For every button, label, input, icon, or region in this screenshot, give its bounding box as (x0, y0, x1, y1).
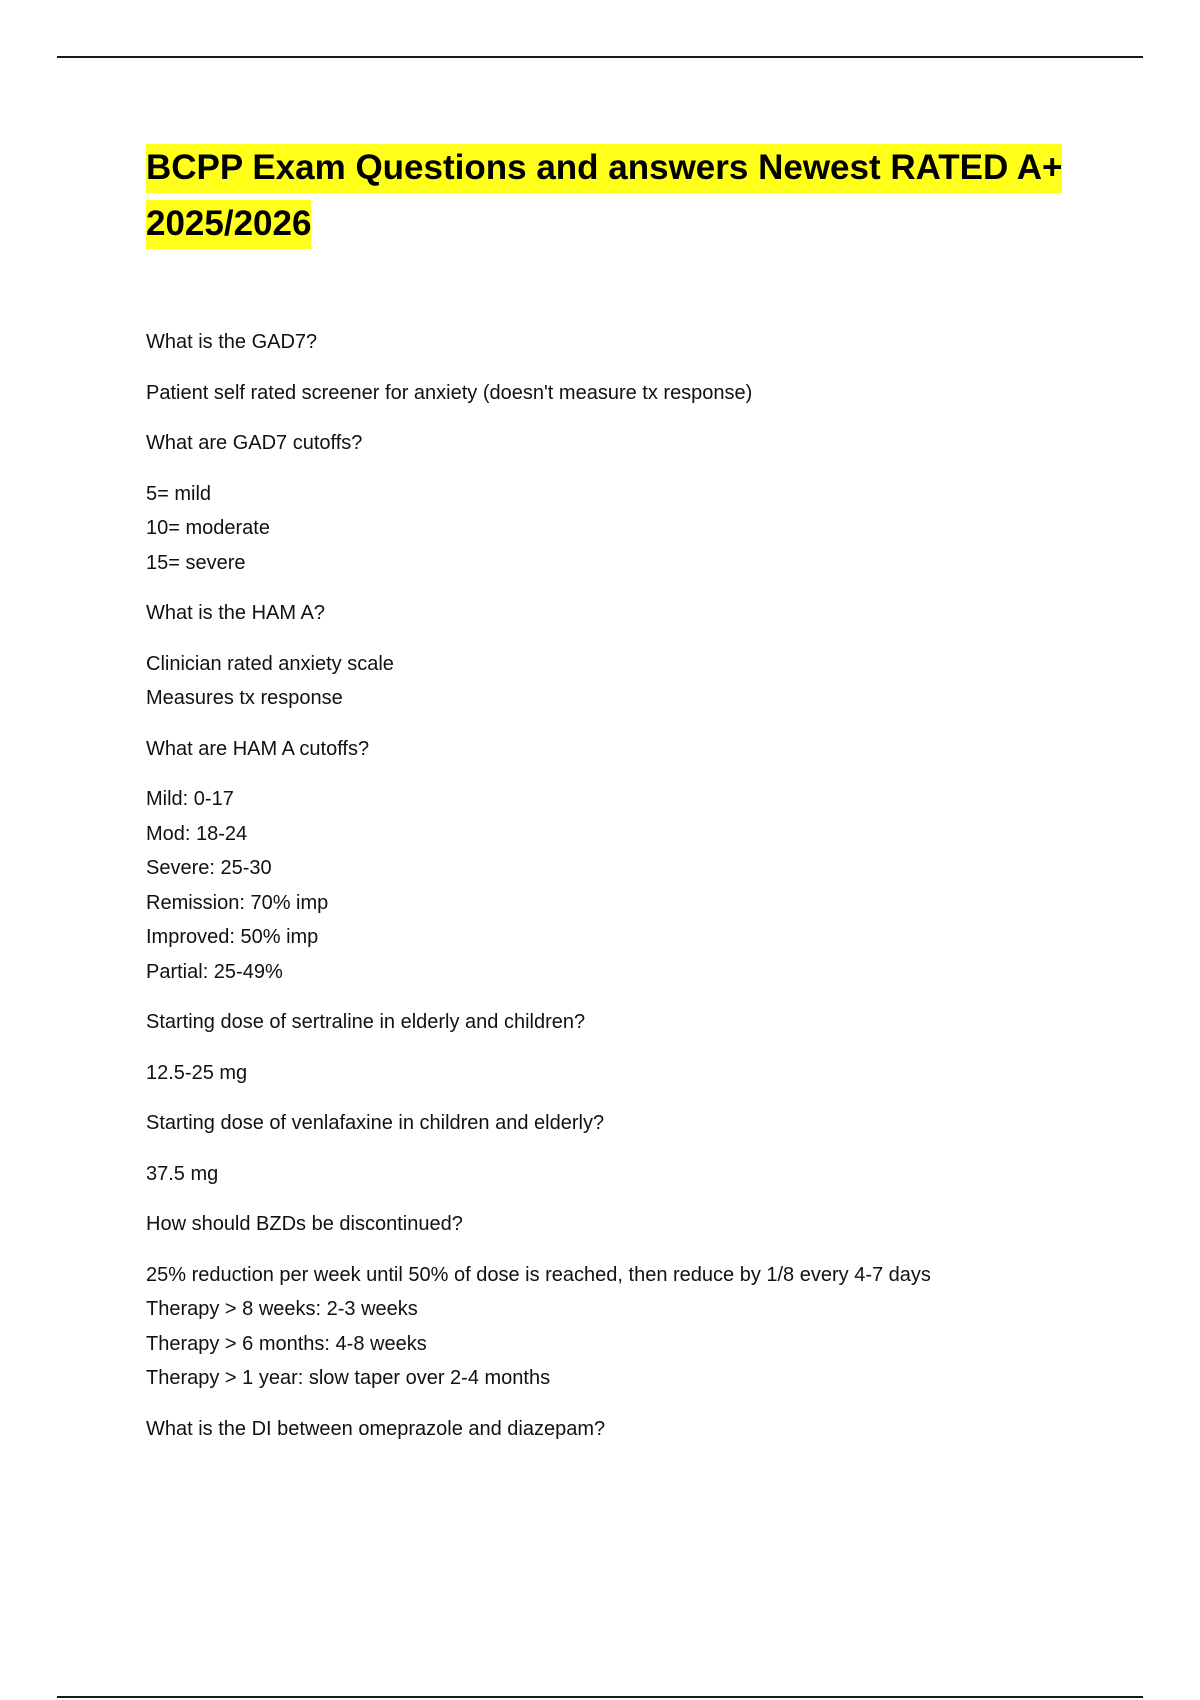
question-paragraph (146, 426, 1066, 461)
question-line: What is the HAM A? (146, 602, 325, 624)
answer-paragraph (146, 647, 1066, 716)
answer-line: Severe: 25-30 (146, 857, 272, 879)
question-line: What are HAM A cutoffs? (146, 737, 370, 760)
document-title (146, 140, 1066, 252)
answer-line: Clinician rated anxiety scale (146, 652, 394, 675)
question-paragraph (146, 1106, 1066, 1141)
answer-paragraph (146, 1258, 1066, 1396)
question-paragraph (146, 596, 1066, 631)
question-line: What is the DI between omeprazole and diazepam? (146, 1417, 606, 1440)
answer-line: Therapy > 6 months: 4-8 weeks (146, 1332, 427, 1355)
answer-line: 15= severe (146, 551, 246, 574)
answer-line: Patient self rated screener for anxiety (doesn't measure tx response) (146, 381, 753, 404)
question-line: What are GAD7 cutoffs? (146, 432, 363, 454)
answer-line: 12.5-25 mg (146, 1061, 248, 1084)
answer-line: Mod: 18-24 (146, 822, 248, 845)
answer-paragraph (146, 477, 1066, 581)
top-divider (57, 56, 1143, 58)
answer-line: 10= moderate (146, 517, 270, 539)
answer-line: 25% reduction per week until 50% of dose is reached, then reduce by 1/8 every 4-7 days (146, 1263, 931, 1286)
question-line: How should BZDs be discontinued? (146, 1213, 463, 1235)
answer-line: Remission: 70% imp (146, 891, 329, 914)
qa-content (146, 325, 1066, 1462)
answer-line: Measures tx response (146, 687, 343, 709)
answer-line: Mild: 0-17 (146, 788, 234, 810)
question-paragraph (146, 1005, 1066, 1040)
answer-paragraph (146, 1056, 1066, 1091)
answer-line: Therapy > 1 year: slow taper over 2-4 months (146, 1367, 551, 1389)
question-paragraph (146, 1412, 1066, 1447)
answer-paragraph (146, 376, 1066, 411)
question-paragraph (146, 325, 1066, 360)
answer-line: 5= mild (146, 482, 212, 505)
answer-line: 37.5 mg (146, 1162, 219, 1185)
question-paragraph (146, 1207, 1066, 1242)
answer-line: Therapy > 8 weeks: 2-3 weeks (146, 1298, 418, 1320)
bottom-divider (57, 1696, 1143, 1698)
answer-paragraph (146, 782, 1066, 989)
answer-line: Partial: 25-49% (146, 960, 283, 983)
question-line: Starting dose of sertraline in elderly and children? (146, 1011, 586, 1033)
answer-line: Improved: 50% imp (146, 926, 319, 948)
title-highlight: BCPP Exam Questions and answers Newest RATED A+ 2025/2026 (146, 144, 1062, 249)
question-line: What is the GAD7? (146, 331, 318, 353)
answer-paragraph (146, 1157, 1066, 1192)
question-line: Starting dose of venlafaxine in children and elderly? (146, 1112, 605, 1134)
question-paragraph (146, 732, 1066, 767)
